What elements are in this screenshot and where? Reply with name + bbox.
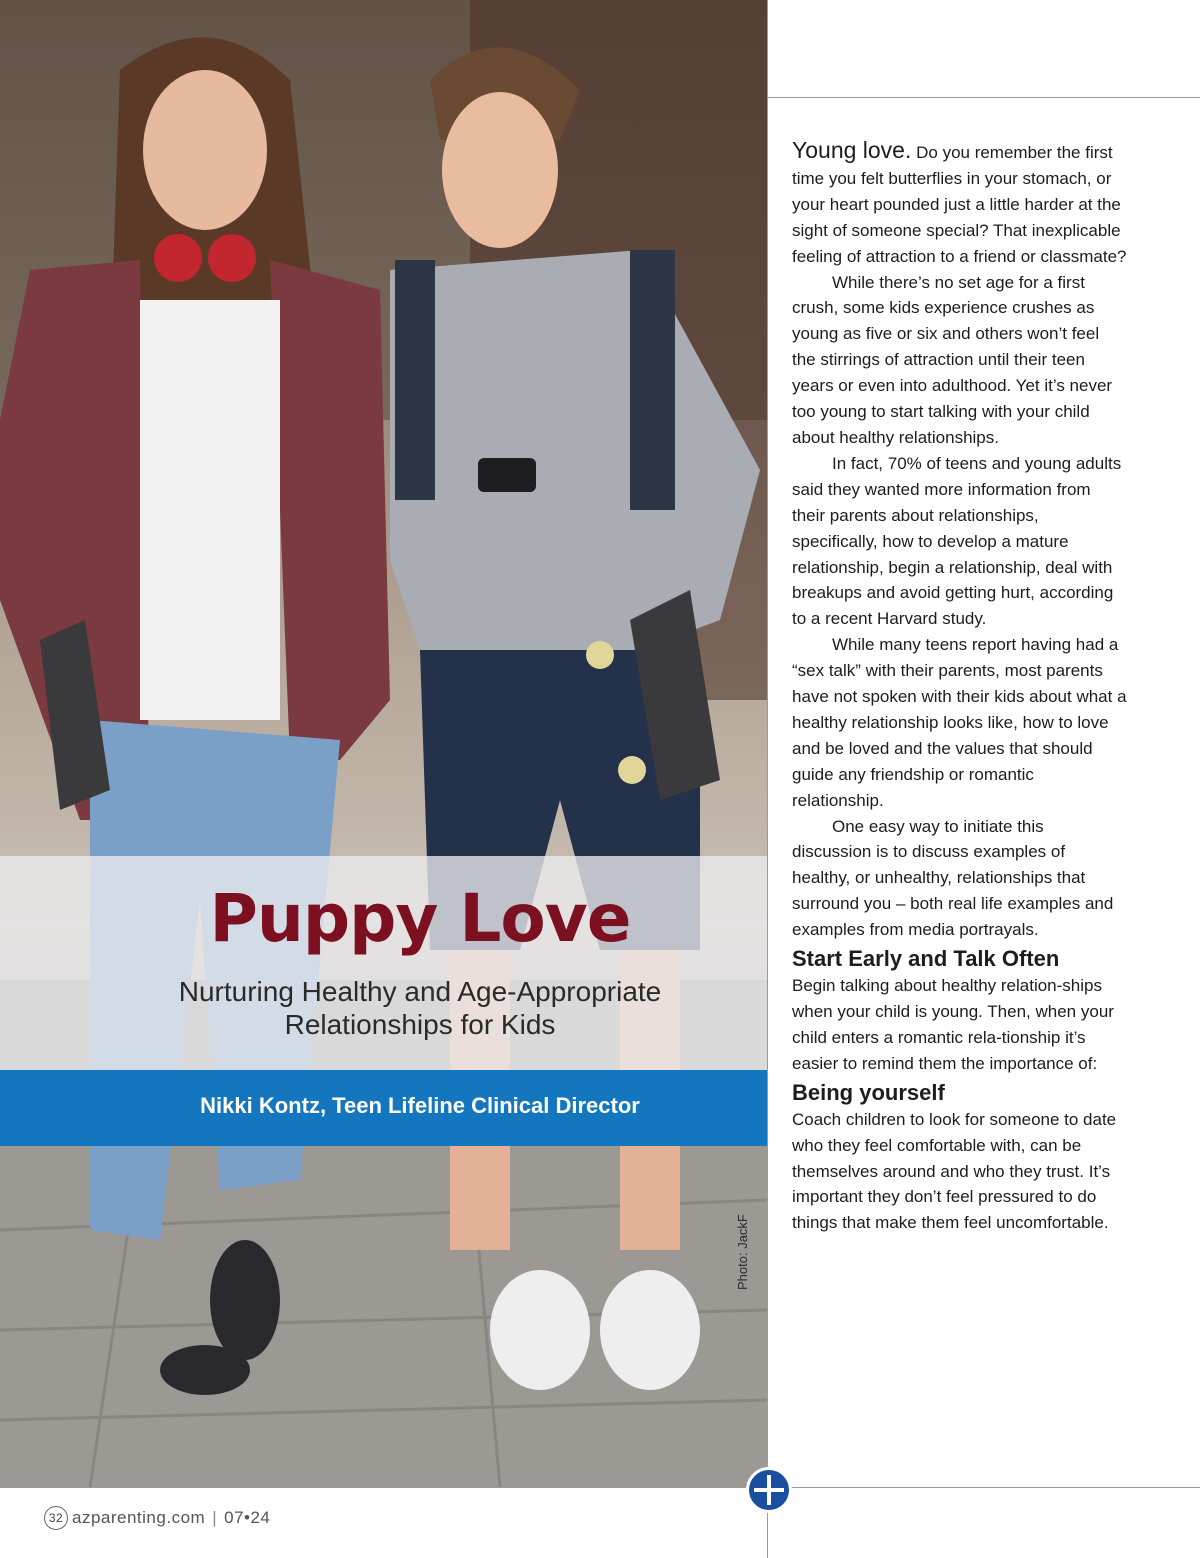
paragraph-4: While many teens report having had a “sex talk” with their parents, most parents have not spoken with their kids about what a healthy relationship looks like, how to love and be loved and the values that should guide any friendship or romantic relationship. [792,635,1127,810]
column-rule [767,0,768,1558]
paragraph-1-text: Do you remember the first time you felt butterflies in your stomach, or your heart pounded just a little harder at the sight of someone special? That inexplicable feeling of attraction to a friend or classmate? [792,143,1127,266]
paragraph-3: In fact, 70% of teens and young adults said they wanted more information from their parents about relationships, specifically, how to develop a mature relationship, begin a relationship, deal with breakups and avoid getting hurt, according to a recent Harvard study. [792,453,1122,629]
article-byline: Nikki Kontz, Teen Lifeline Clinical Director [200,1093,640,1118]
page-footer [44,1506,270,1530]
section-heading-start-early: Start Early and Talk Often [792,946,1060,972]
paragraph-2: While there’s no set age for a first crush, some kids experience crushes as young as five or six and others won’t feel the stirrings of attraction until their teen years or even into adulthood. Yet it’s never too young to start talking with your child about healthy relationships. [792,272,1113,447]
top-rule [767,97,1200,98]
issue-date: 07•24 [224,1508,271,1527]
bottom-rule [0,1487,1200,1488]
footer-separator: | [212,1508,218,1527]
article-body [792,138,1127,1236]
paragraph-7: Coach children to look for someone to date who they feel comfortable with, can be themselves around and who they trust. It’s important they don’t feel pressured to do things that make them feel uncomfortable. [792,1109,1117,1233]
photo-credit: Photo: JackF [735,1214,750,1290]
article-title: Puppy Love [209,880,631,957]
section-heading-being-yourself: Being yourself [792,1079,945,1105]
crosshair-marker-icon [746,1467,792,1513]
site-link[interactable]: azparenting.com [72,1508,206,1527]
paragraph-1 [792,138,1127,270]
article-subtitle: Nurturing Healthy and Age-Appropriate Relationships for Kids [178,976,662,1040]
page-number: 32 [44,1506,68,1530]
paragraph-5: One easy way to initiate this discussion is to discuss examples of healthy, or unhealthy, relationships that surround you – both real life examples and examples from media portrayals. [792,816,1114,940]
paragraph-6: Begin talking about healthy relation-ships when your child is young. Then, when your child enters a romantic rela-tionship it’s easier to remind them the importance of: [792,976,1114,1073]
lead-in: Young love. [792,137,912,163]
